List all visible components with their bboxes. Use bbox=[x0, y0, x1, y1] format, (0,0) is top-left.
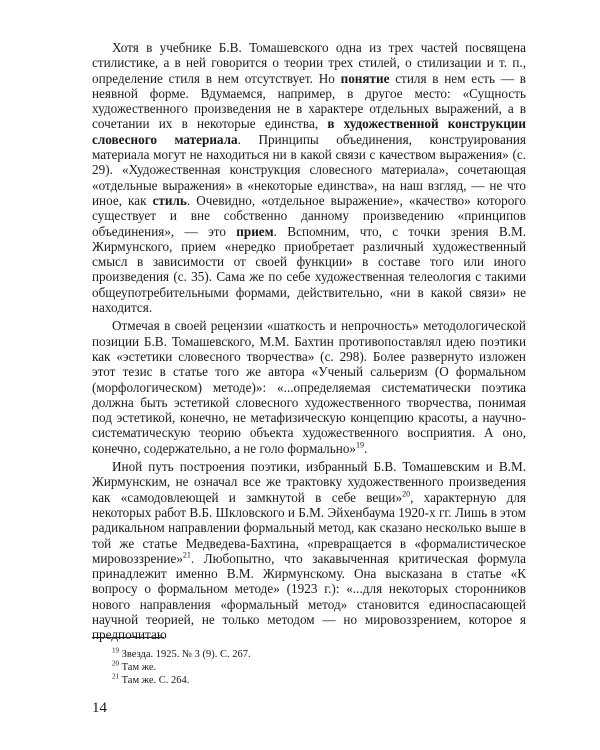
text-span: . Принципы объединения, конструирования материала могут не находиться ни в какой связи с качеством выражения» (с. 29). «Художественная конструкция словесного материала», сочетающая «отдельные выражения» в «некоторые единства», на наш взгляд, — не что иное, как bbox=[92, 131, 527, 208]
footnote-ref: 21 bbox=[182, 550, 191, 560]
bold-term: понятие bbox=[340, 70, 390, 86]
bold-term: прием bbox=[236, 223, 274, 239]
footnote-text: Звезда. 1925. № 3 (9). С. 267. bbox=[121, 649, 251, 660]
paragraph-3 bbox=[92, 459, 526, 643]
footnote-number: 19 bbox=[112, 646, 119, 655]
footnote-text: Там же. С. 264. bbox=[121, 675, 190, 686]
footnote-ref: 19 bbox=[356, 440, 365, 450]
text-span: стиля в нем есть — в неявной форме. Вдумаемся, например, в другое место: «Сущность художественного произведения не в характере отдельных выражений, а в сочетании их в некоторые единства, bbox=[92, 70, 526, 132]
footnote bbox=[92, 648, 526, 661]
footnote bbox=[92, 674, 526, 687]
text-span: Отмечая в своей рецензии «шаткость и непрочность» методологической позиции Б.В. Томашевского, М.М. Бахтин противопоставлял идею поэтики как «эстетики словесного творчества» (с. 298). Более развернуто изложен этот тезис в статье того же автора «Ученый сальеризм (О формальном (морфологическом) методе)»: «...определяемая систематически поэтика должна быть эстетикой словесного художественного творчества, понимая под эстетикой, конечно, не метафизическую концепцию красоты, а научно-систематическую теорию объекта художественного восприятия. А оно, конечно, содержательно, а не голо формально» bbox=[92, 318, 526, 456]
text-span: . Очевидно, «отдельное выражение», «качество» которого существует и вне собственно данному произведению «принципов объединения», — это bbox=[92, 192, 526, 239]
text-span: . bbox=[364, 440, 368, 456]
footnote-number: 20 bbox=[112, 659, 119, 668]
text-span: Хотя в учебнике Б.В. Томашевского одна из трех частей посвящена стилистике, а в ней говорится о теории трех стилей, о стилизации и т. п., определение стиля в нем отсутствует. Но bbox=[92, 40, 526, 86]
footnote-ref: 20 bbox=[402, 489, 411, 499]
paragraph-2 bbox=[92, 318, 526, 456]
footnote-divider bbox=[92, 637, 164, 638]
footnote-text: Там же. bbox=[121, 662, 157, 673]
paragraph-1 bbox=[92, 40, 526, 315]
text-span: , характерную для некоторых работ В.Б. Шкловского и Б.М. Эйхенбаума 1920-х гг. Лишь в этом радикальном направлении формальный метод, как сказано несколько выше в той же статье Медведева-Бахтина, «превращается в «формалистическое мировоззрение» bbox=[92, 489, 527, 566]
footnotes bbox=[92, 648, 526, 687]
main-text bbox=[92, 40, 526, 643]
footnote-number: 21 bbox=[112, 672, 119, 681]
text-span: . Любопытно, что закавыченная критическая формула принадлежит именно В.М. Жирмунскому. Она высказана в статье «К вопросу о формальном методе» (1923 г.): «...для некоторых сторонников нового направления «формальный метод» становится единоспасающей научной теорией, не только методом — но мировоззрением, которое я предпочитаю bbox=[92, 550, 526, 643]
bold-term: стиль bbox=[152, 192, 187, 208]
text-span: Иной путь построения поэтики, избранный Б.В. Томашевским и В.М. Жирмунским, не означал все же трактовку художественного произведения как «самодовлеющей и замкнутой в себе вещи» bbox=[92, 459, 526, 505]
footnote bbox=[92, 661, 526, 674]
page-number: 14 bbox=[92, 700, 107, 716]
text-span: . Вспомним, что, с точки зрения В.М. Жирмунского, прием «нередко приобретает различный художественный смысл в зависимости от своей функции» в составе того или иного произведения (с. 35). Сама же по себе художественная телеология с такими общеупотребительными формами, действительно, «ни в какой связи» не находится. bbox=[92, 223, 526, 316]
bold-term: в художественной конструкции словесного материала bbox=[92, 116, 526, 147]
